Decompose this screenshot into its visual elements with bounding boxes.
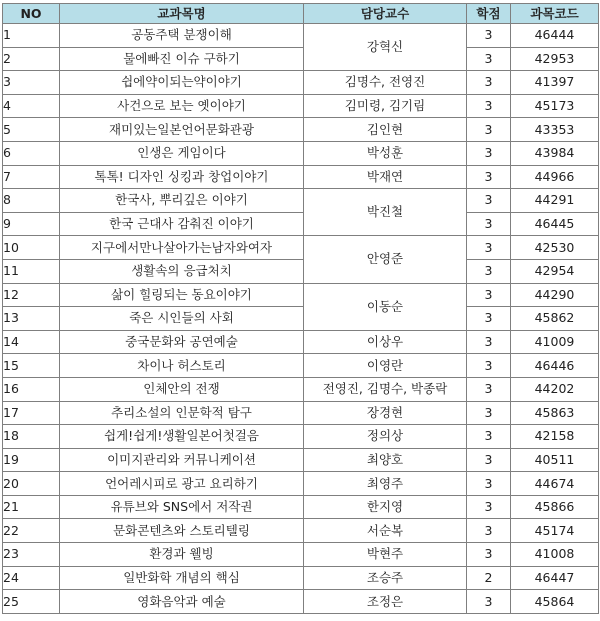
cell-code: 44674 — [511, 472, 599, 496]
cell-code: 46446 — [511, 354, 599, 378]
cell-course: 언어레시피로 광고 요리하기 — [60, 472, 304, 496]
table-row — [3, 377, 599, 401]
cell-credit: 3 — [467, 543, 511, 567]
cell-course: 인체안의 전쟁 — [60, 377, 304, 401]
table-row — [3, 519, 599, 543]
cell-code: 43353 — [511, 118, 599, 142]
cell-course: 지구에서만나살아가는남자와여자 — [60, 236, 304, 260]
table-row — [3, 236, 599, 260]
table-row — [3, 330, 599, 354]
cell-course: 환경과 웰빙 — [60, 543, 304, 567]
table-row — [3, 94, 599, 118]
cell-credit: 3 — [467, 425, 511, 449]
cell-no: 22 — [3, 519, 60, 543]
cell-course: 이미지관리와 커뮤니케이션 — [60, 448, 304, 472]
header-professor: 담당교수 — [304, 4, 467, 24]
cell-code: 41009 — [511, 330, 599, 354]
cell-no: 15 — [3, 354, 60, 378]
cell-code: 43984 — [511, 141, 599, 165]
cell-credit: 3 — [467, 519, 511, 543]
cell-professor: 김명수, 전영진 — [304, 71, 467, 95]
cell-no: 17 — [3, 401, 60, 425]
table-row — [3, 472, 599, 496]
cell-credit: 3 — [467, 354, 511, 378]
cell-code: 45863 — [511, 401, 599, 425]
cell-credit: 3 — [467, 118, 511, 142]
header-no: NO — [3, 4, 60, 24]
cell-course: 톡톡! 디자인 싱킹과 창업이야기 — [60, 165, 304, 189]
cell-credit: 3 — [467, 377, 511, 401]
cell-credit: 3 — [467, 401, 511, 425]
cell-professor: 이영란 — [304, 354, 467, 378]
table-row — [3, 307, 599, 331]
cell-professor: 박현주 — [304, 543, 467, 567]
cell-code: 46444 — [511, 24, 599, 48]
cell-credit: 3 — [467, 47, 511, 71]
cell-course: 생활속의 응급처치 — [60, 259, 304, 283]
cell-code: 44291 — [511, 189, 599, 213]
table-row — [3, 283, 599, 307]
cell-course: 공동주택 분쟁이해 — [60, 24, 304, 48]
cell-code: 41397 — [511, 71, 599, 95]
cell-course: 물에빠진 이슈 구하기 — [60, 47, 304, 71]
table-row — [3, 354, 599, 378]
cell-code: 45174 — [511, 519, 599, 543]
cell-no: 1 — [3, 24, 60, 48]
cell-code: 46447 — [511, 566, 599, 590]
cell-no: 9 — [3, 212, 60, 236]
cell-no: 20 — [3, 472, 60, 496]
cell-code: 44290 — [511, 283, 599, 307]
cell-code: 44966 — [511, 165, 599, 189]
cell-professor: 조정은 — [304, 590, 467, 614]
cell-professor: 이동순 — [304, 283, 467, 330]
cell-credit: 3 — [467, 141, 511, 165]
table-row — [3, 566, 599, 590]
table-row — [3, 259, 599, 283]
cell-credit: 3 — [467, 165, 511, 189]
cell-course: 한국 근대사 감춰진 이야기 — [60, 212, 304, 236]
cell-course: 쉽게!쉽게!생활일본어첫걸음 — [60, 425, 304, 449]
cell-no: 11 — [3, 259, 60, 283]
cell-course: 삶이 힐링되는 동요이야기 — [60, 283, 304, 307]
cell-course: 문화콘텐츠와 스토리텔링 — [60, 519, 304, 543]
table-row — [3, 118, 599, 142]
cell-professor: 전영진, 김명수, 박종락 — [304, 377, 467, 401]
cell-course: 쉽에약이되는약이야기 — [60, 71, 304, 95]
cell-credit: 3 — [467, 472, 511, 496]
cell-code: 45173 — [511, 94, 599, 118]
table-row — [3, 543, 599, 567]
cell-credit: 3 — [467, 236, 511, 260]
cell-credit: 3 — [467, 71, 511, 95]
cell-course: 죽은 시인들의 사회 — [60, 307, 304, 331]
cell-course: 추리소설의 인문학적 탐구 — [60, 401, 304, 425]
header-course: 교과목명 — [60, 4, 304, 24]
table-row — [3, 495, 599, 519]
cell-professor: 강혁신 — [304, 24, 467, 71]
cell-professor: 안영준 — [304, 236, 467, 283]
cell-no: 12 — [3, 283, 60, 307]
cell-credit: 3 — [467, 24, 511, 48]
cell-course: 영화음악과 예술 — [60, 590, 304, 614]
cell-professor: 장경현 — [304, 401, 467, 425]
cell-code: 44202 — [511, 377, 599, 401]
cell-course: 재미있는일본언어문화관광 — [60, 118, 304, 142]
cell-code: 40511 — [511, 448, 599, 472]
cell-professor: 김미령, 김기림 — [304, 94, 467, 118]
cell-credit: 3 — [467, 189, 511, 213]
cell-credit: 3 — [467, 283, 511, 307]
cell-professor: 최영주 — [304, 472, 467, 496]
cell-professor: 정의상 — [304, 425, 467, 449]
cell-no: 21 — [3, 495, 60, 519]
cell-no: 24 — [3, 566, 60, 590]
cell-code: 42953 — [511, 47, 599, 71]
cell-code: 41008 — [511, 543, 599, 567]
cell-code: 46445 — [511, 212, 599, 236]
cell-no: 23 — [3, 543, 60, 567]
cell-no: 18 — [3, 425, 60, 449]
cell-credit: 3 — [467, 307, 511, 331]
cell-credit: 3 — [467, 590, 511, 614]
cell-course: 차이나 허스토리 — [60, 354, 304, 378]
cell-credit: 3 — [467, 212, 511, 236]
cell-course: 일반화학 개념의 핵심 — [60, 566, 304, 590]
cell-course: 중국문화와 공연예술 — [60, 330, 304, 354]
cell-credit: 3 — [467, 448, 511, 472]
cell-credit: 3 — [467, 495, 511, 519]
cell-professor: 조승주 — [304, 566, 467, 590]
cell-course: 한국사, 뿌리깊은 이야기 — [60, 189, 304, 213]
table-row — [3, 590, 599, 614]
cell-professor: 한지영 — [304, 495, 467, 519]
cell-code: 45862 — [511, 307, 599, 331]
cell-no: 6 — [3, 141, 60, 165]
header-credit: 학점 — [467, 4, 511, 24]
cell-credit: 3 — [467, 94, 511, 118]
cell-no: 3 — [3, 71, 60, 95]
table-row — [3, 47, 599, 71]
cell-professor: 서순복 — [304, 519, 467, 543]
table-row — [3, 425, 599, 449]
cell-no: 16 — [3, 377, 60, 401]
cell-course: 사건으로 보는 옛이야기 — [60, 94, 304, 118]
table-row — [3, 24, 599, 48]
cell-professor: 박재연 — [304, 165, 467, 189]
cell-no: 7 — [3, 165, 60, 189]
course-table — [2, 3, 599, 614]
cell-code: 42158 — [511, 425, 599, 449]
header-code: 과목코드 — [511, 4, 599, 24]
cell-no: 13 — [3, 307, 60, 331]
cell-no: 2 — [3, 47, 60, 71]
cell-code: 42954 — [511, 259, 599, 283]
cell-credit: 3 — [467, 330, 511, 354]
cell-code: 42530 — [511, 236, 599, 260]
table-row — [3, 189, 599, 213]
cell-course: 인생은 게임이다 — [60, 141, 304, 165]
cell-no: 14 — [3, 330, 60, 354]
cell-no: 19 — [3, 448, 60, 472]
cell-professor: 최양호 — [304, 448, 467, 472]
cell-code: 45866 — [511, 495, 599, 519]
cell-credit: 3 — [467, 259, 511, 283]
cell-no: 10 — [3, 236, 60, 260]
cell-credit: 2 — [467, 566, 511, 590]
header-row — [3, 4, 599, 24]
table-row — [3, 71, 599, 95]
cell-code: 45864 — [511, 590, 599, 614]
cell-professor: 박성훈 — [304, 141, 467, 165]
cell-professor: 박진철 — [304, 189, 467, 236]
cell-professor: 이상우 — [304, 330, 467, 354]
cell-no: 4 — [3, 94, 60, 118]
cell-course: 유튜브와 SNS에서 저작권 — [60, 495, 304, 519]
table-row — [3, 141, 599, 165]
table-row — [3, 448, 599, 472]
cell-no: 5 — [3, 118, 60, 142]
table-row — [3, 212, 599, 236]
cell-professor: 김인현 — [304, 118, 467, 142]
cell-no: 25 — [3, 590, 60, 614]
cell-no: 8 — [3, 189, 60, 213]
table-body — [3, 24, 599, 614]
table-row — [3, 401, 599, 425]
table-row — [3, 165, 599, 189]
